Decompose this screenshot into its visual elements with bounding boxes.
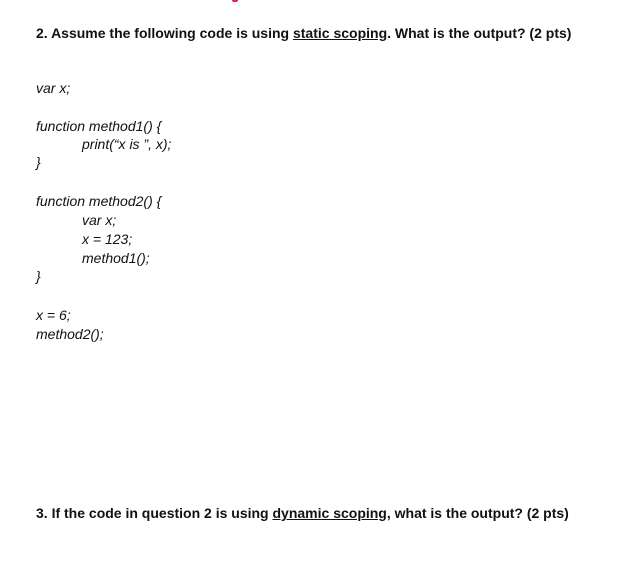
code-line-method2-header: function method2() { bbox=[36, 193, 162, 209]
code-line-method2-call: method1(); bbox=[82, 250, 150, 266]
question-2 bbox=[36, 25, 571, 41]
code-line-method1-close: } bbox=[36, 154, 41, 170]
code-line-method2-assign: x = 123; bbox=[82, 231, 133, 247]
code-line-var-x: var x; bbox=[36, 80, 71, 96]
code-line-method1-header: function method1() { bbox=[36, 118, 162, 134]
question-3-emphasis: dynamic scoping bbox=[272, 505, 387, 521]
code-line-method1-print: print(“x is ”, x); bbox=[82, 136, 172, 152]
question-3-text-after: , what is the output? (2 pts) bbox=[386, 505, 569, 521]
code-line-main-assign: x = 6; bbox=[36, 307, 71, 323]
question-2-text-before: Assume the following code is using bbox=[51, 25, 290, 41]
question-2-emphasis: static scoping bbox=[292, 25, 388, 41]
question-2-number: 2. bbox=[36, 25, 48, 41]
question-3 bbox=[36, 505, 569, 521]
code-line-method2-var: var x; bbox=[82, 212, 117, 228]
question-3-text-before: If the code in question 2 is using bbox=[51, 505, 269, 521]
question-2-text-after: . What is the output? (2 pts) bbox=[387, 25, 572, 41]
question-3-number: 3. bbox=[36, 505, 48, 521]
code-line-method2-close: } bbox=[36, 268, 41, 284]
decorative-mark bbox=[232, 0, 238, 2]
code-line-main-call: method2(); bbox=[36, 326, 104, 342]
